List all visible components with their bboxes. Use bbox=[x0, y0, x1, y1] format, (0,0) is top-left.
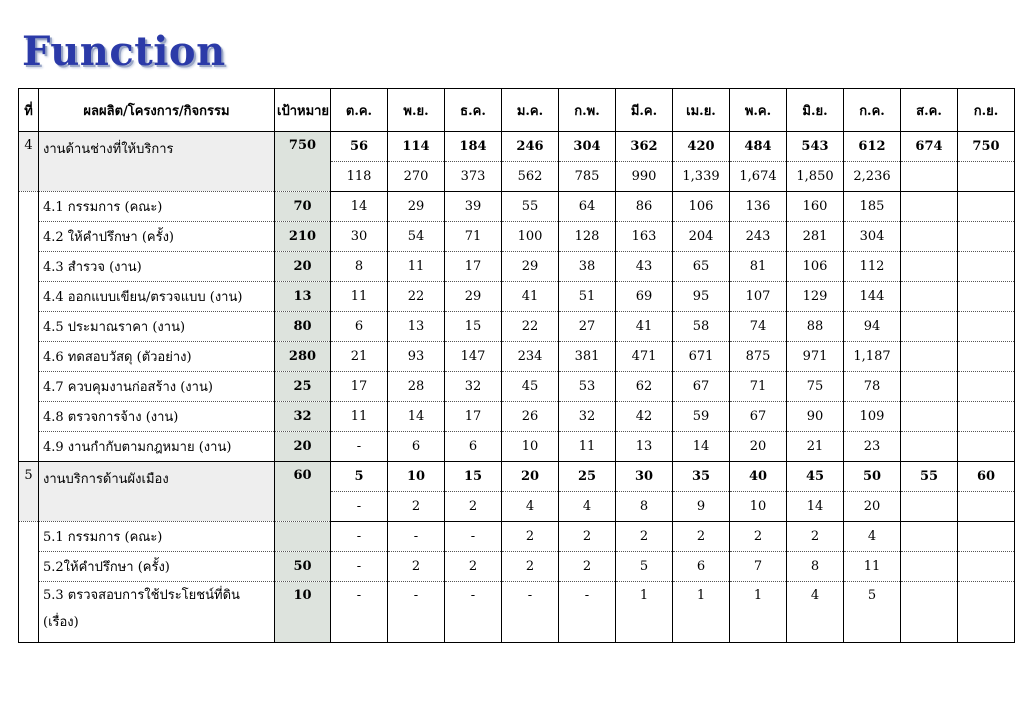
month-value-cell: 4 bbox=[844, 522, 901, 552]
month-value-cell: 40 bbox=[730, 462, 787, 492]
month-value-cell: - bbox=[559, 582, 616, 643]
month-value-cell: 20 bbox=[502, 462, 559, 492]
month-value-cell: 304 bbox=[844, 222, 901, 252]
item-target: 80 bbox=[275, 312, 331, 342]
month-value-cell: 971 bbox=[787, 342, 844, 372]
month-value-cell: 25 bbox=[559, 462, 616, 492]
month-value-cell: 90 bbox=[787, 402, 844, 432]
item-row bbox=[19, 432, 1015, 462]
month-value-cell bbox=[901, 312, 958, 342]
month-value-cell: 64 bbox=[559, 192, 616, 222]
month-value-cell: 1,339 bbox=[673, 162, 730, 192]
item-target: 70 bbox=[275, 192, 331, 222]
month-value-cell: 93 bbox=[388, 342, 445, 372]
month-value-cell: 11 bbox=[388, 252, 445, 282]
month-value-cell: 15 bbox=[445, 312, 502, 342]
month-value-cell: 30 bbox=[331, 222, 388, 252]
month-value-cell: 17 bbox=[331, 372, 388, 402]
item-row bbox=[19, 552, 1015, 582]
month-value-cell bbox=[958, 432, 1015, 462]
month-value-cell: 78 bbox=[844, 372, 901, 402]
month-value-cell: 6 bbox=[388, 432, 445, 462]
month-value-cell: 41 bbox=[502, 282, 559, 312]
month-value-cell: 9 bbox=[673, 492, 730, 522]
header-month: ก.ค. bbox=[844, 89, 901, 132]
section-name: งานด้านช่างที่ให้บริการ bbox=[39, 132, 275, 192]
month-value-cell: 8 bbox=[331, 252, 388, 282]
month-value-cell: 147 bbox=[445, 342, 502, 372]
month-value-cell: 29 bbox=[445, 282, 502, 312]
month-value-cell bbox=[901, 282, 958, 312]
item-row bbox=[19, 372, 1015, 402]
month-value-cell: 109 bbox=[844, 402, 901, 432]
month-value-cell: 39 bbox=[445, 192, 502, 222]
month-value-cell: 2 bbox=[445, 492, 502, 522]
month-value-cell: 4 bbox=[787, 582, 844, 643]
performance-table bbox=[18, 88, 1015, 643]
header-month: พ.ย. bbox=[388, 89, 445, 132]
item-target: 32 bbox=[275, 402, 331, 432]
month-value-cell: 2 bbox=[388, 552, 445, 582]
month-value-cell: 56 bbox=[331, 132, 388, 162]
month-value-cell: 4 bbox=[559, 492, 616, 522]
header-month: ธ.ค. bbox=[445, 89, 502, 132]
month-value-cell: - bbox=[331, 582, 388, 643]
month-value-cell: 875 bbox=[730, 342, 787, 372]
month-value-cell: 674 bbox=[901, 132, 958, 162]
month-value-cell: 11 bbox=[331, 402, 388, 432]
month-value-cell: 86 bbox=[616, 192, 673, 222]
month-value-cell: 53 bbox=[559, 372, 616, 402]
month-value-cell: 106 bbox=[673, 192, 730, 222]
month-value-cell: 6 bbox=[445, 432, 502, 462]
month-value-cell: 484 bbox=[730, 132, 787, 162]
month-value-cell: 2 bbox=[502, 522, 559, 552]
month-value-cell: 14 bbox=[388, 402, 445, 432]
month-value-cell: 17 bbox=[445, 402, 502, 432]
item-row bbox=[19, 222, 1015, 252]
item-name: 4.8 ตรวจการจ้าง (งาน) bbox=[39, 402, 275, 432]
month-value-cell bbox=[901, 492, 958, 522]
month-value-cell: 2 bbox=[673, 522, 730, 552]
month-value-cell: 94 bbox=[844, 312, 901, 342]
month-value-cell bbox=[901, 582, 958, 643]
month-value-cell: 41 bbox=[616, 312, 673, 342]
month-value-cell: 27 bbox=[559, 312, 616, 342]
section-plan-row bbox=[19, 462, 1015, 492]
item-row bbox=[19, 582, 1015, 643]
month-value-cell bbox=[901, 402, 958, 432]
item-row bbox=[19, 312, 1015, 342]
month-value-cell: 1 bbox=[616, 582, 673, 643]
header-month: ส.ค. bbox=[901, 89, 958, 132]
month-value-cell: - bbox=[445, 522, 502, 552]
item-row bbox=[19, 402, 1015, 432]
month-value-cell: 2 bbox=[787, 522, 844, 552]
item-name: 5.3 ตรวจสอบการใช้ประโยชน์ที่ดิน (เรื่อง) bbox=[39, 582, 275, 643]
month-value-cell: 65 bbox=[673, 252, 730, 282]
month-value-cell: 28 bbox=[388, 372, 445, 402]
month-value-cell: 381 bbox=[559, 342, 616, 372]
month-value-cell: 2 bbox=[388, 492, 445, 522]
month-value-cell bbox=[958, 582, 1015, 643]
month-value-cell: 95 bbox=[673, 282, 730, 312]
month-value-cell: 20 bbox=[844, 492, 901, 522]
month-value-cell bbox=[901, 192, 958, 222]
month-value-cell: 6 bbox=[673, 552, 730, 582]
item-target: 280 bbox=[275, 342, 331, 372]
header-row bbox=[19, 89, 1015, 132]
section-plan-row bbox=[19, 132, 1015, 162]
month-value-cell: 43 bbox=[616, 252, 673, 282]
month-value-cell: 10 bbox=[730, 492, 787, 522]
month-value-cell bbox=[958, 312, 1015, 342]
month-value-cell bbox=[958, 162, 1015, 192]
item-target: 20 bbox=[275, 432, 331, 462]
month-value-cell: 750 bbox=[958, 132, 1015, 162]
month-value-cell: 420 bbox=[673, 132, 730, 162]
item-name: 4.5 ประมาณราคา (งาน) bbox=[39, 312, 275, 342]
month-value-cell: 32 bbox=[559, 402, 616, 432]
month-value-cell bbox=[958, 402, 1015, 432]
item-number-cell bbox=[19, 522, 39, 643]
item-name: 5.2ให้คำปรึกษา (ครั้ง) bbox=[39, 552, 275, 582]
month-value-cell: 8 bbox=[787, 552, 844, 582]
month-value-cell: 7 bbox=[730, 552, 787, 582]
month-value-cell: 13 bbox=[388, 312, 445, 342]
month-value-cell bbox=[958, 342, 1015, 372]
month-value-cell bbox=[901, 252, 958, 282]
month-value-cell: - bbox=[331, 492, 388, 522]
month-value-cell: 23 bbox=[844, 432, 901, 462]
month-value-cell: 107 bbox=[730, 282, 787, 312]
header-month: มิ.ย. bbox=[787, 89, 844, 132]
month-value-cell: 60 bbox=[958, 462, 1015, 492]
month-value-cell: 14 bbox=[787, 492, 844, 522]
item-name: 4.4 ออกแบบเขียน/ตรวจแบบ (งาน) bbox=[39, 282, 275, 312]
item-target: 20 bbox=[275, 252, 331, 282]
item-target: 10 bbox=[275, 582, 331, 643]
month-value-cell: 234 bbox=[502, 342, 559, 372]
month-value-cell: 671 bbox=[673, 342, 730, 372]
month-value-cell: 55 bbox=[901, 462, 958, 492]
month-value-cell: - bbox=[331, 522, 388, 552]
month-value-cell: - bbox=[331, 432, 388, 462]
month-value-cell: 185 bbox=[844, 192, 901, 222]
month-value-cell: 362 bbox=[616, 132, 673, 162]
month-value-cell: 32 bbox=[445, 372, 502, 402]
month-value-cell: - bbox=[502, 582, 559, 643]
month-value-cell: 42 bbox=[616, 402, 673, 432]
month-value-cell: 204 bbox=[673, 222, 730, 252]
month-value-cell: 1,674 bbox=[730, 162, 787, 192]
month-value-cell: 50 bbox=[844, 462, 901, 492]
month-value-cell: 112 bbox=[844, 252, 901, 282]
month-value-cell: 163 bbox=[616, 222, 673, 252]
month-value-cell: 22 bbox=[388, 282, 445, 312]
item-row bbox=[19, 342, 1015, 372]
header-month: พ.ค. bbox=[730, 89, 787, 132]
month-value-cell: 2 bbox=[559, 552, 616, 582]
month-value-cell: 11 bbox=[559, 432, 616, 462]
month-value-cell bbox=[901, 162, 958, 192]
month-value-cell: 990 bbox=[616, 162, 673, 192]
month-value-cell: 2 bbox=[502, 552, 559, 582]
month-value-cell bbox=[958, 192, 1015, 222]
month-value-cell: 15 bbox=[445, 462, 502, 492]
month-value-cell bbox=[958, 552, 1015, 582]
item-name: 4.7 ควบคุมงานก่อสร้าง (งาน) bbox=[39, 372, 275, 402]
month-value-cell: 785 bbox=[559, 162, 616, 192]
month-value-cell: 160 bbox=[787, 192, 844, 222]
item-target: 50 bbox=[275, 552, 331, 582]
month-value-cell: 114 bbox=[388, 132, 445, 162]
section-target: 60 bbox=[275, 462, 331, 522]
month-value-cell bbox=[958, 372, 1015, 402]
month-value-cell bbox=[901, 432, 958, 462]
item-name: 5.1 กรรมการ (คณะ) bbox=[39, 522, 275, 552]
month-value-cell: 59 bbox=[673, 402, 730, 432]
month-value-cell: 373 bbox=[445, 162, 502, 192]
month-value-cell: 2,236 bbox=[844, 162, 901, 192]
header-product: ผลผลิต/โครงการ/กิจกรรม bbox=[39, 89, 275, 132]
item-number-cell bbox=[19, 192, 39, 462]
month-value-cell: 14 bbox=[673, 432, 730, 462]
month-value-cell bbox=[901, 222, 958, 252]
month-value-cell: 45 bbox=[502, 372, 559, 402]
month-value-cell: 118 bbox=[331, 162, 388, 192]
month-value-cell: 75 bbox=[787, 372, 844, 402]
month-value-cell: 35 bbox=[673, 462, 730, 492]
item-target bbox=[275, 522, 331, 552]
month-value-cell: 1,850 bbox=[787, 162, 844, 192]
month-value-cell: 6 bbox=[331, 312, 388, 342]
month-value-cell bbox=[901, 342, 958, 372]
month-value-cell: 54 bbox=[388, 222, 445, 252]
month-value-cell: 58 bbox=[673, 312, 730, 342]
section-number: 4 bbox=[19, 132, 39, 192]
header-no: ที่ bbox=[19, 89, 39, 132]
item-target: 210 bbox=[275, 222, 331, 252]
month-value-cell: 281 bbox=[787, 222, 844, 252]
month-value-cell: 21 bbox=[331, 342, 388, 372]
section-name: งานบริการด้านผังเมือง bbox=[39, 462, 275, 522]
month-value-cell: 2 bbox=[730, 522, 787, 552]
month-value-cell: 45 bbox=[787, 462, 844, 492]
month-value-cell: 20 bbox=[730, 432, 787, 462]
month-value-cell: 71 bbox=[730, 372, 787, 402]
month-value-cell: 62 bbox=[616, 372, 673, 402]
month-value-cell: 67 bbox=[673, 372, 730, 402]
month-value-cell: 74 bbox=[730, 312, 787, 342]
month-value-cell: 10 bbox=[502, 432, 559, 462]
month-value-cell: 81 bbox=[730, 252, 787, 282]
month-value-cell: 1 bbox=[730, 582, 787, 643]
month-value-cell bbox=[901, 372, 958, 402]
month-value-cell bbox=[958, 522, 1015, 552]
month-value-cell bbox=[958, 492, 1015, 522]
item-name: 4.2 ให้คำปรึกษา (ครั้ง) bbox=[39, 222, 275, 252]
month-value-cell: 29 bbox=[502, 252, 559, 282]
month-value-cell: 29 bbox=[388, 192, 445, 222]
month-value-cell: 136 bbox=[730, 192, 787, 222]
month-value-cell: - bbox=[331, 552, 388, 582]
header-month: ม.ค. bbox=[502, 89, 559, 132]
month-value-cell: 5 bbox=[616, 552, 673, 582]
page-title: Function bbox=[22, 28, 226, 75]
month-value-cell: - bbox=[388, 522, 445, 552]
month-value-cell: 1 bbox=[673, 582, 730, 643]
section-number: 5 bbox=[19, 462, 39, 522]
month-value-cell: 10 bbox=[388, 462, 445, 492]
month-value-cell: 14 bbox=[331, 192, 388, 222]
month-value-cell: 4 bbox=[502, 492, 559, 522]
month-value-cell: 88 bbox=[787, 312, 844, 342]
month-value-cell: 67 bbox=[730, 402, 787, 432]
month-value-cell bbox=[958, 252, 1015, 282]
month-value-cell: 612 bbox=[844, 132, 901, 162]
item-row bbox=[19, 192, 1015, 222]
item-name: 4.6 ทดสอบวัสดุ (ตัวอย่าง) bbox=[39, 342, 275, 372]
header-month: ก.พ. bbox=[559, 89, 616, 132]
month-value-cell: 106 bbox=[787, 252, 844, 282]
month-value-cell: 128 bbox=[559, 222, 616, 252]
month-value-cell: 129 bbox=[787, 282, 844, 312]
month-value-cell: 270 bbox=[388, 162, 445, 192]
month-value-cell: 11 bbox=[844, 552, 901, 582]
month-value-cell: 55 bbox=[502, 192, 559, 222]
month-value-cell: 5 bbox=[331, 462, 388, 492]
month-value-cell: 2 bbox=[445, 552, 502, 582]
month-value-cell: 8 bbox=[616, 492, 673, 522]
item-name: 4.1 กรรมการ (คณะ) bbox=[39, 192, 275, 222]
month-value-cell: 69 bbox=[616, 282, 673, 312]
month-value-cell: 71 bbox=[445, 222, 502, 252]
month-value-cell: 21 bbox=[787, 432, 844, 462]
item-row bbox=[19, 522, 1015, 552]
month-value-cell: 144 bbox=[844, 282, 901, 312]
month-value-cell: 30 bbox=[616, 462, 673, 492]
month-value-cell: 2 bbox=[616, 522, 673, 552]
month-value-cell bbox=[958, 222, 1015, 252]
header-month: ก.ย. bbox=[958, 89, 1015, 132]
month-value-cell: 5 bbox=[844, 582, 901, 643]
month-value-cell: 246 bbox=[502, 132, 559, 162]
month-value-cell bbox=[901, 522, 958, 552]
month-value-cell: 26 bbox=[502, 402, 559, 432]
header-month: มี.ค. bbox=[616, 89, 673, 132]
section-target: 750 bbox=[275, 132, 331, 192]
month-value-cell bbox=[958, 282, 1015, 312]
month-value-cell: 2 bbox=[559, 522, 616, 552]
month-value-cell: 543 bbox=[787, 132, 844, 162]
month-value-cell: - bbox=[388, 582, 445, 643]
month-value-cell: 184 bbox=[445, 132, 502, 162]
month-value-cell: 100 bbox=[502, 222, 559, 252]
header-month: ต.ค. bbox=[331, 89, 388, 132]
month-value-cell: 51 bbox=[559, 282, 616, 312]
header-month: เม.ย. bbox=[673, 89, 730, 132]
item-row bbox=[19, 282, 1015, 312]
month-value-cell: 562 bbox=[502, 162, 559, 192]
month-value-cell: 13 bbox=[616, 432, 673, 462]
month-value-cell: 11 bbox=[331, 282, 388, 312]
item-target: 25 bbox=[275, 372, 331, 402]
month-value-cell: 243 bbox=[730, 222, 787, 252]
month-value-cell: - bbox=[445, 582, 502, 643]
month-value-cell: 17 bbox=[445, 252, 502, 282]
item-name: 4.3 สำรวจ (งาน) bbox=[39, 252, 275, 282]
item-name: 4.9 งานกำกับตามกฎหมาย (งาน) bbox=[39, 432, 275, 462]
item-target: 13 bbox=[275, 282, 331, 312]
month-value-cell: 1,187 bbox=[844, 342, 901, 372]
header-target: เป้าหมาย bbox=[275, 89, 331, 132]
month-value-cell: 471 bbox=[616, 342, 673, 372]
month-value-cell: 304 bbox=[559, 132, 616, 162]
item-row bbox=[19, 252, 1015, 282]
month-value-cell: 22 bbox=[502, 312, 559, 342]
month-value-cell: 38 bbox=[559, 252, 616, 282]
month-value-cell bbox=[901, 552, 958, 582]
